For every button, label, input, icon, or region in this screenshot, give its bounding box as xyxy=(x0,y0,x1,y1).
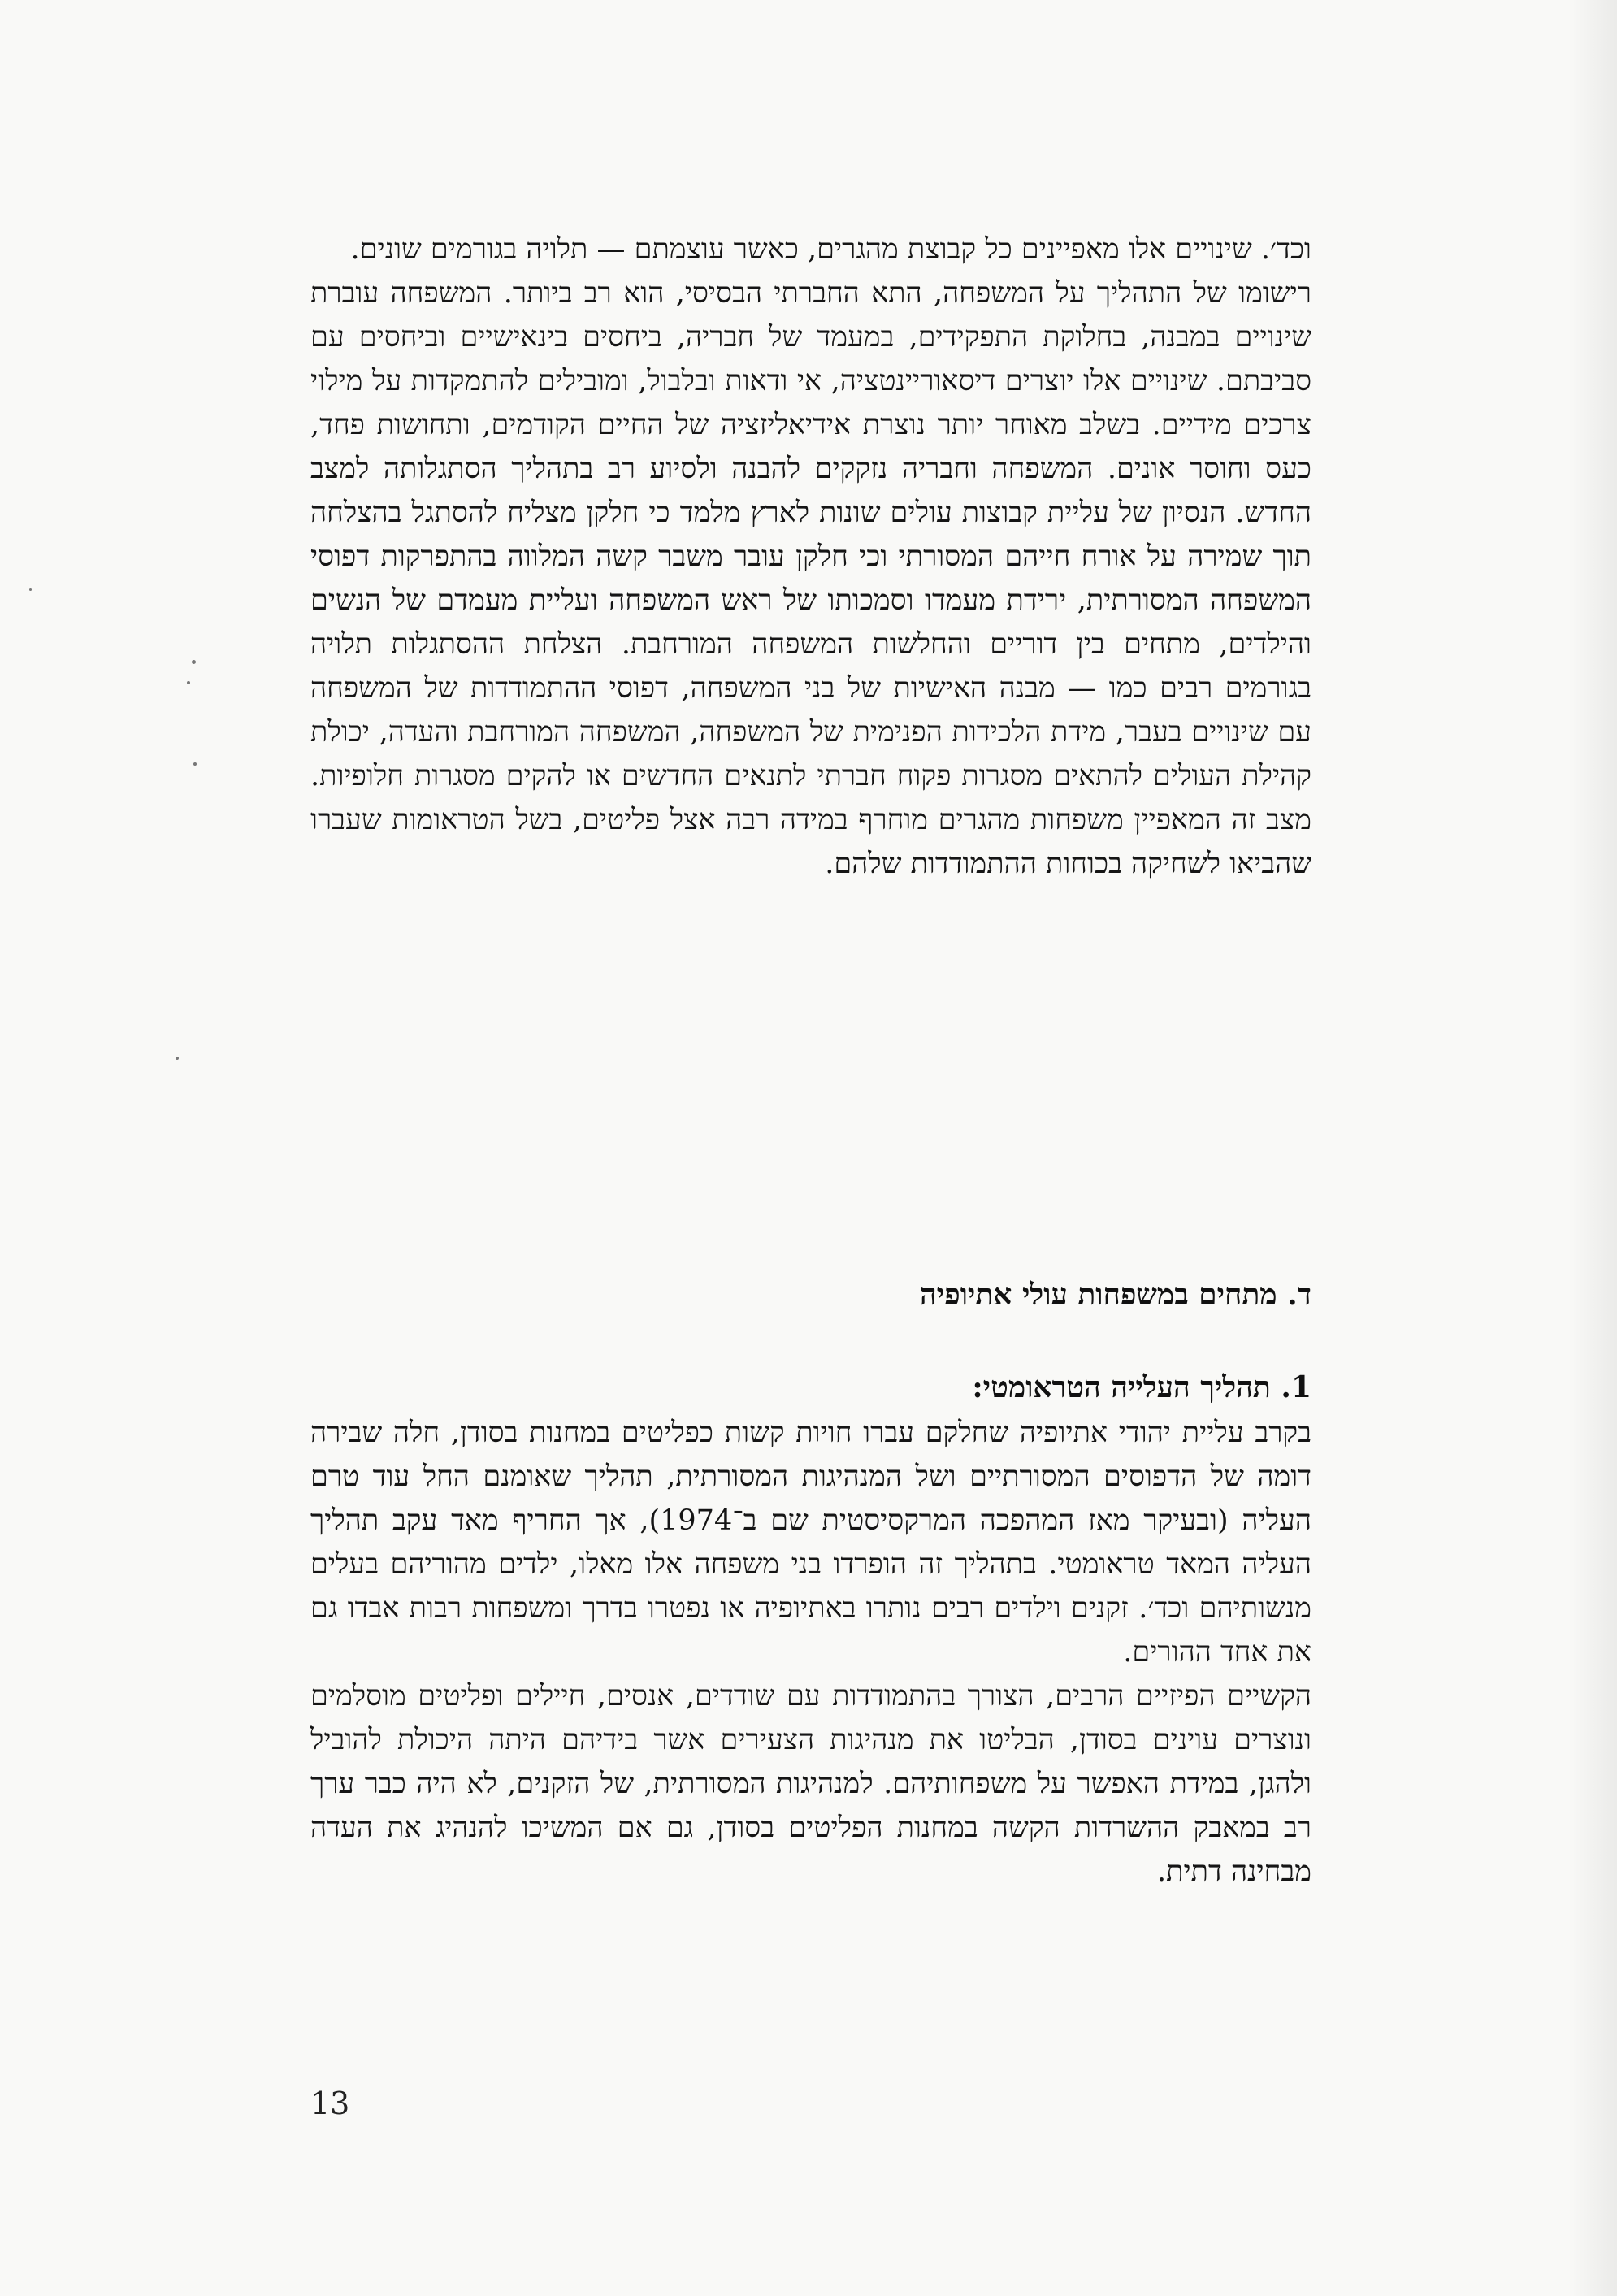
subsection-heading: 1. תהליך העלייה הטראומטי: xyxy=(972,1370,1311,1404)
scan-speck xyxy=(193,762,197,766)
paragraph-ethiopian-aliyah: בקרב עליית יהודי אתיופיה שחלקם עברו חויות קשות כפליטים במחנות בסודן, חלה שבירה דומה של הדפוסים המסורתיים ושל המנהיגות המסורתית, תהליך שאומנם החל עוד טרם העליה (ובעיקר מאז המהפכה המרקסיסטית שם ב־1974), אך החריף מאד עקב תהליך העליה המאד טראומטי. בתהליך זה הופרדו בני משפחה אלו מאלו, ילדים מהוריהם בעלים מנשותיהם וכד׳. זקנים וילדים רבים נותרו באתיופיה או נפטרו בדרך ומשפחות רבות אבדו גם את אחד ההורים. xyxy=(310,1417,1311,1669)
scan-speck xyxy=(29,588,32,591)
lower-text-block xyxy=(310,1411,1311,1894)
paragraph-family-impact: רישומו של התהליך על המשפחה, התא החברתי הבסיסי, הוא רב ביותר. המשפחה עוברת שינויים במבנה, בחלוקת התפקידים, במעמד של חבריה, ביחסים בינאישיים וביחסים עם סביבתם. שינויים אלו יוצרים דיסאוריינטציה, אי ודאות ובלבול, ומובילים להתמקדות על מילוי צרכים מידיים. בשלב מאוחר יותר נוצרת אידיאליזציה של החיים הקודמים, ותחושות פחד, כעס וחוסר אונים. המשפחה וחבריה נזקקים להבנה ולסיוע רב בתהליך הסתגלותה למצב החדש. הנסיון של עליית קבוצות עולים שונות לארץ מלמד כי חלקן מצליח להסתגל בהצלחה תוך שמירה על אורח חייהם המסורתי וכי חלקן עובר משבר קשה המלווה בהתפרקות דפוסי המשפחה המסורתית, ירידת מעמדו וסמכותו של ראש המשפחה ועליית מעמדם של הנשים והילדים, מתחים בין דוריים והחלשות המשפחה המורחבת. הצלחת ההסתגלות תלויה בגורמים רבים כמו — מבנה האישיות של בני המשפחה, דפוסי ההתמודדות של המשפחה עם שינויים בעבר, מידת הלכידות הפנימית של המשפחה, המשפחה המורחבת והעדה, יכולת קהילת העולים להתאים מסגרות פקוח חברתי לתנאים החדשים או להקים מסגרות חלופיות. מצב זה המאפיין משפחות מהגרים מוחרף במידה רבה אצל פליטים, בשל הטראומות שעברו שהביאו לשחיקה בכוחות ההתמודדות שלהם. xyxy=(310,277,1311,880)
page-number: 13 xyxy=(310,2085,350,2121)
upper-text-block xyxy=(310,228,1311,886)
scan-speck xyxy=(192,660,196,664)
page-edge-shadow xyxy=(1568,0,1617,2296)
section-heading: ד. מתחים במשפחות עולי אתיופיה xyxy=(919,1278,1311,1312)
paragraph-continuation: וכד׳. שינויים אלו מאפיינים כל קבוצת מהגרים, כאשר עוצמתם — תלויה בגורמים שונים. xyxy=(350,233,1311,266)
scan-speck xyxy=(187,681,190,684)
scan-speck xyxy=(176,1057,179,1060)
paragraph-physical-hardships: הקשיים הפיזיים הרבים, הצורך בהתמודדות עם שודדים, אנסים, חיילים ופליטים מוסלמים ונוצרים עוינים בסודן, הבליטו את מנהיגות הצעירים אשר בידיהם היתה היכולת להוביל ולהגן, במידת האפשר על משפחותיהם. למנהיגות המסורתית, של הזקנים, לא היה כבר ערך רב במאבק ההשרדות הקשה במחנות הפליטים בסודן, גם אם המשיכו להנהיג את העדה מבחינה דתית. xyxy=(310,1680,1311,1888)
